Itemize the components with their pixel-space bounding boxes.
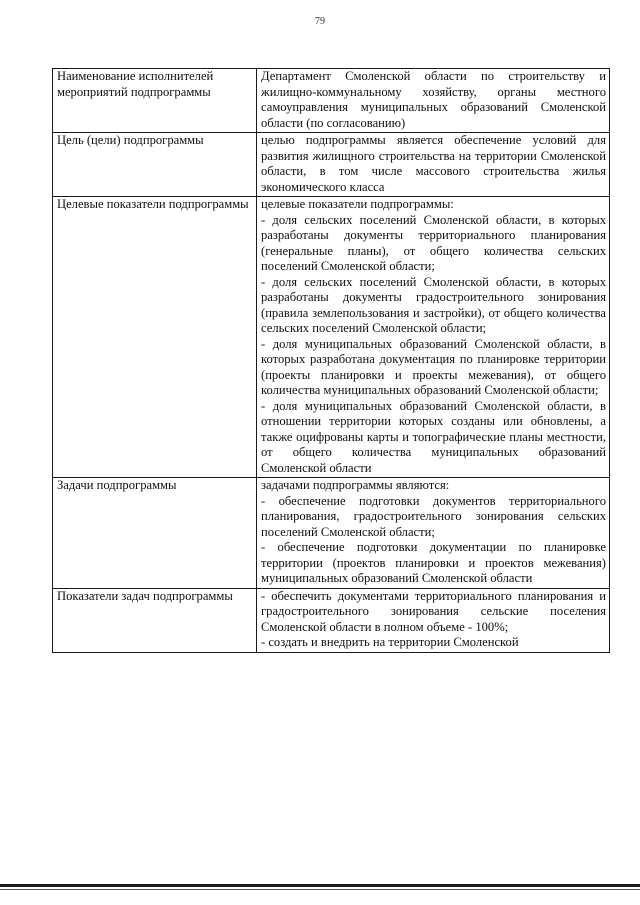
row-label-goals: Цель (цели) подпрограммы	[53, 133, 257, 197]
row-content-target-indicators	[257, 197, 610, 478]
paragraph: задачами подпрограммы являются:	[261, 478, 450, 492]
paragraph: целевые показатели подпрограммы:	[261, 197, 454, 211]
table-row	[53, 588, 610, 652]
page-bottom-rule-thin	[0, 889, 640, 890]
table-row	[53, 133, 610, 197]
subprogram-passport-table	[52, 68, 610, 653]
row-content-executors	[257, 69, 610, 133]
list-item: - обеспечение подготовки документов территориального планирования, градостроительного зонирования сельских поселений Смоленской области;	[261, 493, 606, 539]
row-content-goals	[257, 133, 610, 197]
paragraph: Департамент Смоленской области по строительству и жилищно-коммунальному хозяйству, органы местного самоуправления муниципальных образований Смоленской области (по согласованию)	[261, 69, 606, 130]
row-label-task-indicators: Показатели задач подпрограммы	[53, 588, 257, 652]
list-item: - обеспечение подготовки документации по планировке территории (проектов планировки и проектов межевания) муниципальных образований Смоленской области	[261, 540, 606, 585]
row-content-tasks	[257, 478, 610, 589]
row-label-target-indicators: Целевые показатели подпрограммы	[53, 197, 257, 478]
table-row	[53, 478, 610, 589]
row-content-task-indicators	[257, 588, 610, 652]
table-row	[53, 197, 610, 478]
row-label-tasks: Задачи подпрограммы	[53, 478, 257, 589]
table-row	[53, 69, 610, 133]
list-item: - обеспечить документами территориального планирования и градостроительного зонирования сельские поселения Смоленской области в полном объеме - 100%;	[261, 588, 606, 634]
row-label-executors: Наименование исполнителей мероприятий подпрограммы	[53, 69, 257, 133]
list-item: - доля сельских поселений Смоленской области, в которых разработаны документы градостроительного зонирования (правила землепользования и застройки), от общего количества сельских поселений Смоленской области;	[261, 274, 606, 335]
list-item: - доля муниципальных образований Смоленской области, в отношении территории которых созданы или обновлены, а также оцифрованы карты и топографические планы местности, от общего количества муниципальных образований Смоленской области	[261, 398, 606, 475]
list-item: - создать и внедрить на территории Смоленской	[261, 635, 519, 649]
page-number: 79	[315, 16, 325, 27]
list-item: - доля муниципальных образований Смоленской области, в которых разработана документация по планировке территории (проекты планировки и проекты межевания), от общего количества муниципальных образований Смоленской области;	[261, 336, 606, 397]
paragraph: целью подпрограммы является обеспечение условий для развития жилищного строительства на территории Смоленской области, в том числе массового строительства жилья экономического класса	[261, 133, 606, 194]
page-bottom-rule	[0, 884, 640, 887]
list-item: - доля сельских поселений Смоленской области, в которых разработаны документы территориального планирования (генеральные планы), от общего количества сельских поселений Смоленской области;	[261, 212, 606, 273]
